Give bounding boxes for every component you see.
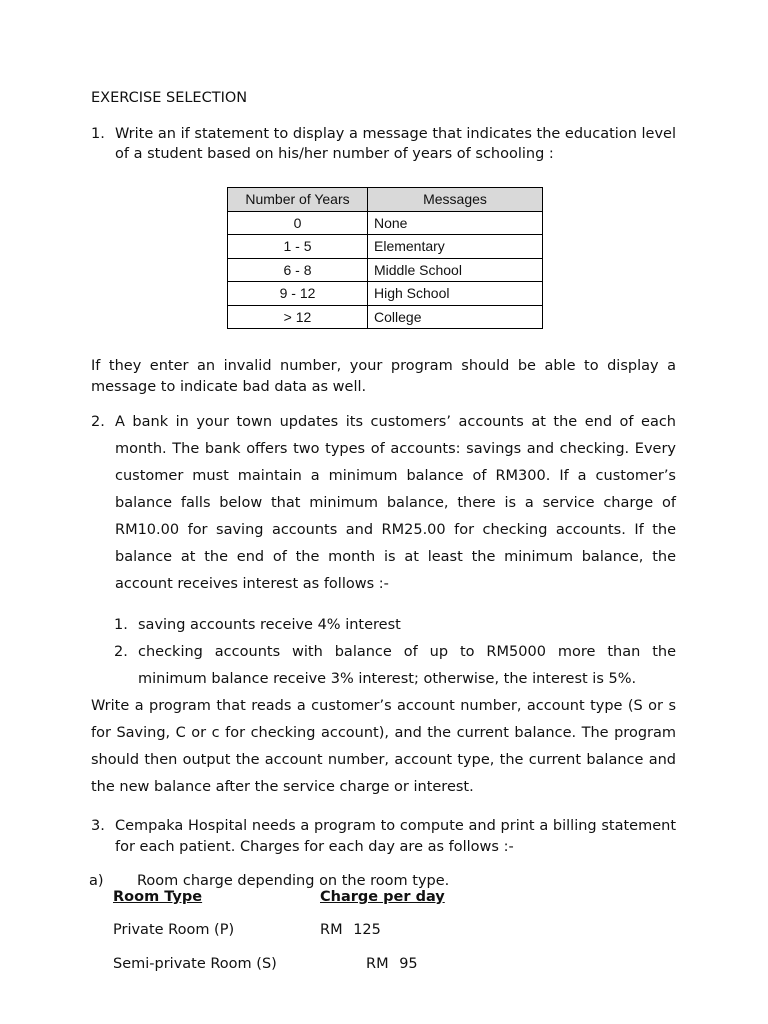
- table-row: [228, 211, 543, 235]
- list-item: [114, 639, 676, 693]
- list-item: [114, 612, 676, 639]
- part-a-text: Room charge depending on the room type.: [137, 873, 450, 889]
- years-cell: > 12: [228, 305, 368, 329]
- room-charge-semi-private: RM 95: [366, 956, 418, 972]
- years-messages-table: [227, 187, 543, 329]
- part-a-label: a): [89, 873, 104, 889]
- question-1: [91, 124, 676, 164]
- message-cell: None: [368, 211, 543, 235]
- table-row: [228, 235, 543, 259]
- message-cell: Middle School: [368, 258, 543, 282]
- years-cell: 9 - 12: [228, 282, 368, 306]
- room-charge-private: RM 125: [320, 922, 381, 938]
- question-3-number: 3.: [91, 818, 105, 834]
- table-header-row: [228, 188, 543, 212]
- years-cell: 0: [228, 211, 368, 235]
- program-instructions: Write a program that reads a customer’s account number, account type (S or s for Saving, C or c for checking account), and the current balance. The program should then output the account number, account type, the current balance and the new balance after the service charge or interest.: [91, 698, 676, 795]
- message-cell: Elementary: [368, 235, 543, 259]
- list-item-text: checking accounts with balance of up to RM5000 more than the minimum balance receive 3% interest; otherwise, the interest is 5%.: [138, 644, 676, 687]
- invalid-number-note: If they enter an invalid number, your program should be able to display a message to indicate bad data as well.: [91, 358, 676, 395]
- question-1-number: 1.: [91, 126, 105, 142]
- question-3: [91, 816, 676, 858]
- room-type-header: Room Type: [113, 889, 203, 905]
- message-cell: High School: [368, 282, 543, 306]
- interest-list: [114, 612, 676, 693]
- question-2-number: 2.: [91, 414, 105, 430]
- list-item-number: 1.: [114, 617, 128, 633]
- years-cell: 1 - 5: [228, 235, 368, 259]
- column-header-years: Number of Years: [228, 188, 368, 212]
- charge-per-day-header: Charge per day: [320, 889, 445, 905]
- question-3-text: Cempaka Hospital needs a program to compute and print a billing statement for each patient. Charges for each day are as follows :-: [115, 818, 676, 855]
- message-cell: College: [368, 305, 543, 329]
- table-row: [228, 282, 543, 306]
- years-cell: 6 - 8: [228, 258, 368, 282]
- question-2: [91, 409, 676, 598]
- column-header-messages: Messages: [368, 188, 543, 212]
- question-2-text: A bank in your town updates its customers’ accounts at the end of each month. The bank offers two types of accounts: savings and checking. Every customer must maintain a minimum balance of RM300. If a customer’s balance falls below that minimum balance, there is a service charge of RM10.00 for saving accounts and RM25.00 for checking accounts. If the balance at the end of the month is at least the minimum balance, the account receives interest as follows :-: [115, 414, 676, 592]
- table-row: [228, 305, 543, 329]
- list-item-number: 2.: [114, 644, 128, 660]
- part-a: [89, 871, 449, 891]
- question-1-text: Write an if statement to display a message that indicates the education level of a student based on his/her number of years of schooling :: [115, 126, 676, 162]
- list-item-text: saving accounts receive 4% interest: [138, 617, 401, 633]
- room-type-semi-private: Semi-private Room (S): [113, 956, 277, 972]
- page-title: EXERCISE SELECTION: [91, 90, 248, 106]
- table-row: [228, 258, 543, 282]
- room-type-private: Private Room (P): [113, 922, 235, 938]
